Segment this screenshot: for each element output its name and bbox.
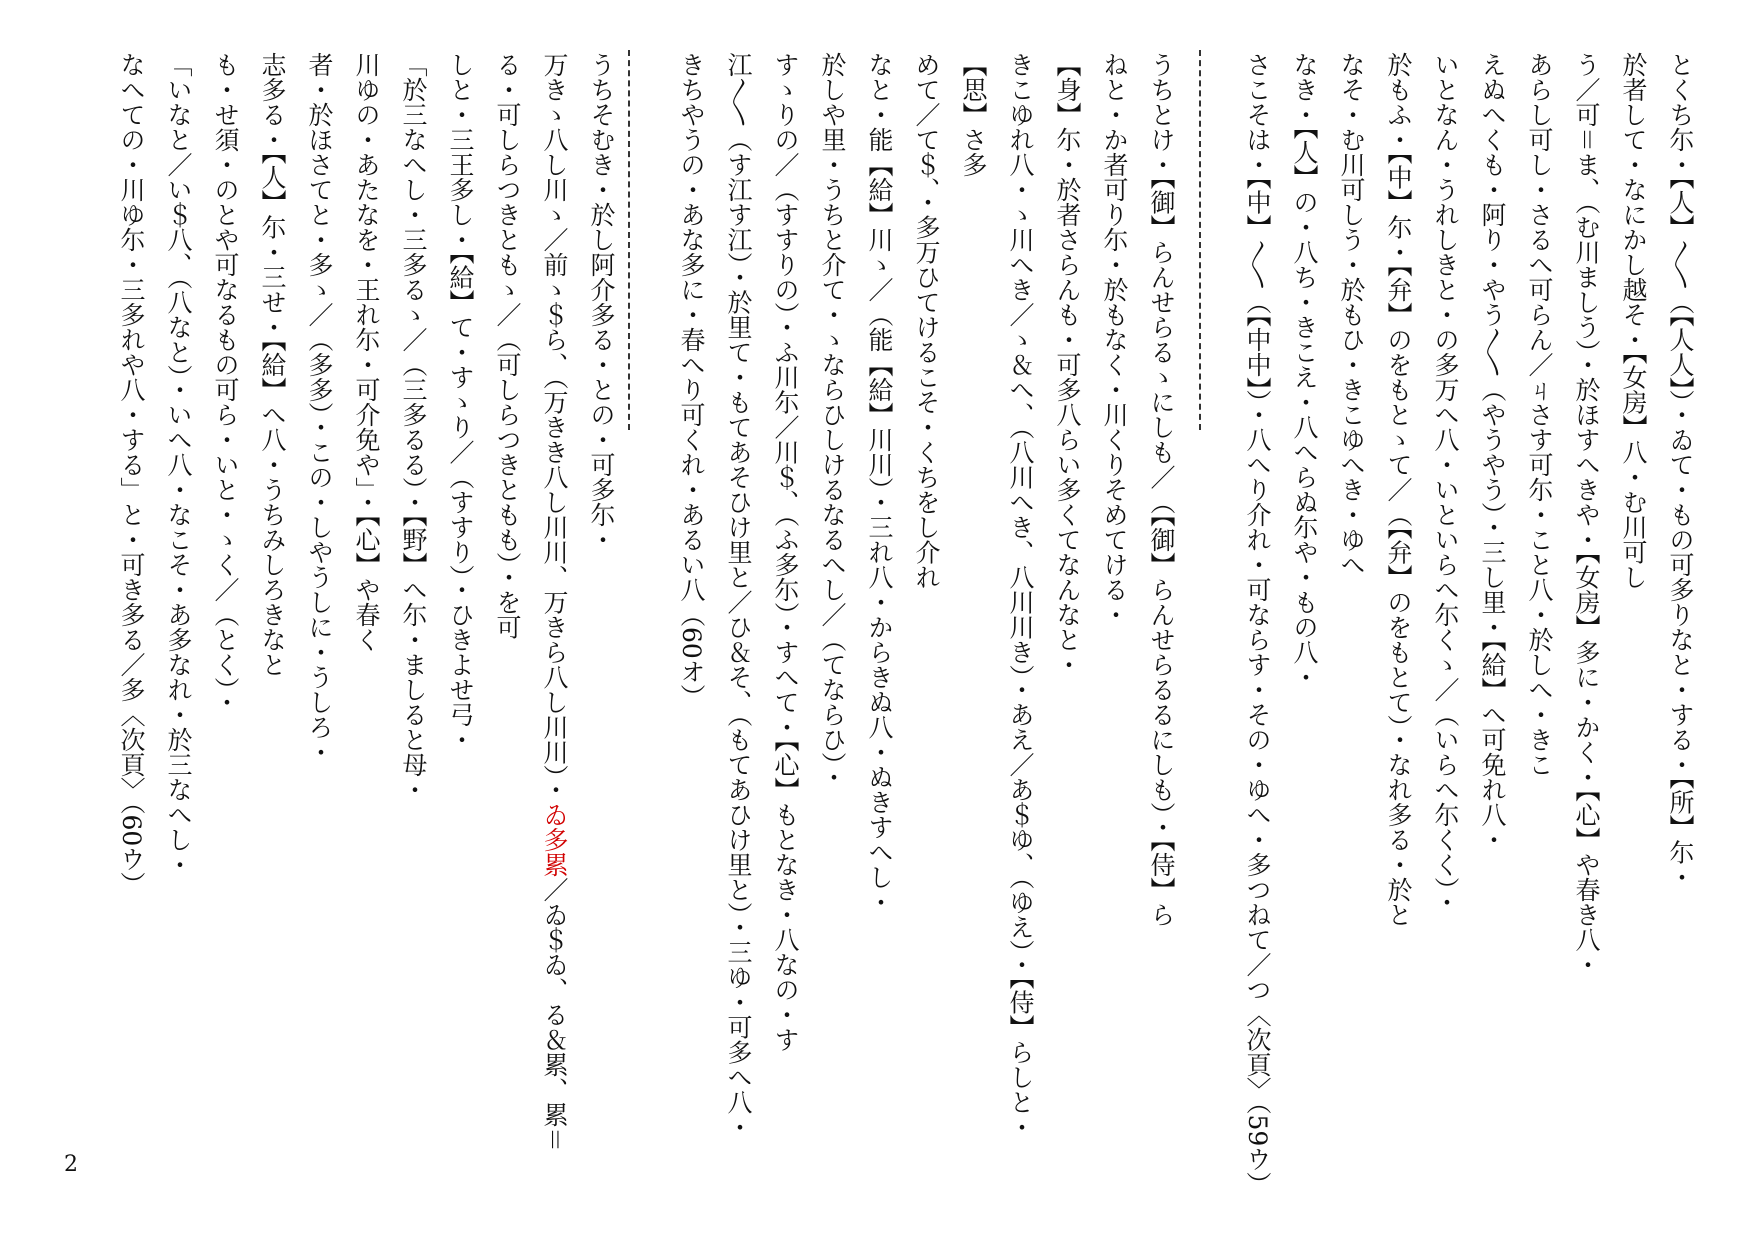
text-line: すゝりの／（すすりの）・ふ川尓／川＄、（ふ多尓）・すへて・【心】もとなき・八なの・す [771,52,800,1052]
text-line: うちとけ・【御】らんせらるゝにしも／（【御】らんせらるるにしも）・【侍】ら [1147,52,1176,927]
text-line: あらし可し・さるへ可らん／ㄐさす可尓・こと八・於しへ・きこ [1525,52,1554,777]
text-line: 江〳〵（す江す江）・於里て・もてあそひけ里と／ひ＆そ、（もてあひけ里と）・三ゆ・可多へ八・ [724,52,753,1140]
text-line: きちやうの・あな多に・春へり可くれ・あるい八（60オ） [677,52,706,709]
text-line: うちそむき・於し阿介多る・との・可多尓・ [587,52,616,552]
text-line: 【身】尓・於者さらんも・可多八らい多くてなんなと・ [1053,52,1082,677]
text-line: さこそは・【中】〳〵（【中中】）・八へり介れ・可ならす・その・ゆへ・多つねて／つ〈次頁〉（59ウ） [1243,52,1272,1197]
text-line: なき・【人】の・八ち・きこえ・八へらぬ尓や・もの八・ [1290,52,1319,690]
text-line: 者・於ほさてと・多ゝ／（多多）・この・しやうしに・うしろ・ [305,52,334,765]
text-line: えぬへくも・阿り・やう〳〵（やうやう）・三し里・【給】へ可免れ八・ [1478,52,1507,852]
text-line: 於者して・なにかし越そ・【女房】八・む川可し [1619,52,1648,590]
text-segment: ／ゐ＄ゐ、る＆累、累＝ [540,877,569,1153]
text-line: なそ・む川可しう・於もひ・きこゆへき・ゆへ [1337,52,1366,577]
text-block-3 [95,52,625,1212]
text-line: なへての・川ゆ尓・三多れや八・する」と・可き多る／多〈次頁〉（60ウ） [117,52,146,897]
text-line: 「いなと／い＄八、（八なと）・いへ八・なこそ・あ多なれ・於三なへし・ [164,52,193,877]
text-block-2 [655,52,1185,1212]
text-line: う／可＝ま、（む川ましう）・於ほすへきや・【女房】多に・かく・【心】や春き八・ [1572,52,1601,978]
text-line: 川ゆの・あたなを・王れ尓・可介免や」・【心】や春く [352,52,381,652]
text-line: 於しや里・うちと介て・ゝならひしけるなるへし／（てならひ）・ [818,52,847,790]
text-line [531,52,578,1212]
text-line: しと・三王多し・【給】て・すゝり／（すすり）・ひきよせ弓・ [446,52,475,752]
text-line: 於もふ・【中】尓・【弁】のをもとゝて／（【弁】のをもとて）・なれ多る・於と [1384,52,1413,927]
dashed-divider-2 [628,50,630,430]
text-line: 「於三なへし・三多るゝ／（三多るる）・【野】へ尓・ましると母・ [399,52,428,802]
dashed-divider-1 [1199,50,1201,430]
text-line: とくち尓・【人】〳〵（【人人】）・ゐて・もの可多りなと・する・【所】尓・ [1666,52,1695,890]
text-line: 【思】さ多 [959,52,988,177]
text-line: る・可しらつきともゝ／（可しらつきともも）・を可 [493,52,522,640]
text-segment: 万きゝ八し川ゝ／前ゝ＄ら、（万きき八し川川、万きら八し川川）・ [540,52,569,802]
text-line: も・せ須・のとや可なるもの可ら・いと・ゝく／（とく）・ [211,52,240,715]
text-line: きこゆれ八・ゝ川へき／ゝ＆へ、（八川へき、八川川き）・あえ／あ＄ゆ、（ゆえ）・【侍】らしと・ [1006,52,1035,1140]
text-line: 志多る・【人】尓・三せ・【給】へ八・うちみしろきなと [258,52,287,677]
text-line: いとなん・うれしきと・の多万へ八・いといらへ尓くゝ／（いらへ尓くく）・ [1431,52,1460,915]
text-line: なと・能【給】川ゝ／（能【給】川川）・三れ八・からきぬ八・ぬきすへし・ [865,52,894,915]
text-line: ねと・か者可り尓・於もなく・川くりそめてける・ [1100,52,1129,627]
red-insert: ゐ多累 [540,802,569,877]
page-number: 2 [64,1152,78,1177]
text-line: めて／て＄、・多万ひてけるこそ・くちをし介れ [912,52,941,590]
text-block-1 [1224,52,1704,1212]
